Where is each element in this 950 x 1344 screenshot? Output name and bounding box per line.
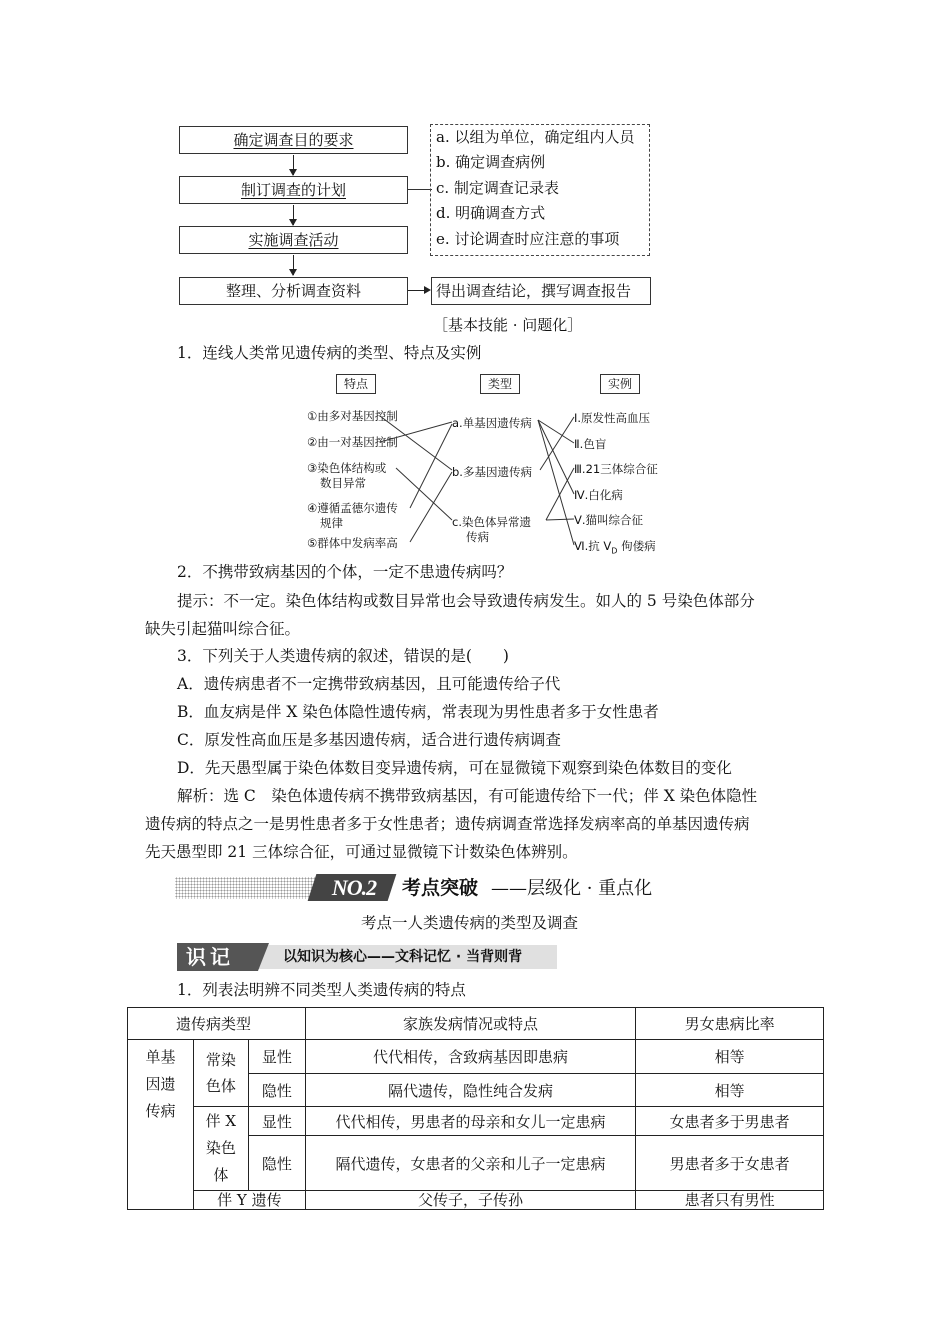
- example-6: Ⅵ.抗 $V_D$ 佝偻病: [574, 539, 656, 556]
- type-c-cont: 传病: [466, 530, 489, 544]
- match-line: [410, 472, 452, 542]
- mode-dominant: 显性: [248, 1107, 305, 1136]
- feature-cell: 代代相传，含致病基因即患病: [305, 1040, 635, 1074]
- mode-recessive: 隐性: [248, 1136, 305, 1191]
- flow-step-3: 实施调查活动: [179, 226, 408, 254]
- feature-3: ③染色体结构或: [307, 461, 387, 475]
- matching-lines: [0, 0, 950, 600]
- match-header-examples: 实例: [600, 374, 640, 394]
- flow-step-4: 整理、分析调查资料: [179, 277, 408, 305]
- banner-subtitle: ——层级化 · 重点化: [491, 878, 653, 899]
- feature-4: ④遵循孟德尔遗传: [307, 501, 398, 515]
- type-c: c.染色体异常遗: [452, 515, 531, 529]
- table-intro: 1．列表法明辨不同类型人类遗传病的特点: [177, 981, 466, 999]
- plan-item: b. 确定调查病例: [436, 153, 546, 172]
- header-type: 遗传病类型: [128, 1008, 306, 1040]
- question-2-hint: 提示：不一定。染色体结构或数目异常也会导致遗传病发生。如人的 5 号染色体部分: [177, 592, 755, 610]
- question-2-hint-cont: 缺失引起猫叫综合征。: [145, 620, 301, 638]
- plan-item: c. 制定调查记录表: [436, 178, 559, 197]
- plan-item: e. 讨论调查时应注意的事项: [436, 229, 620, 248]
- example-5: Ⅴ.猫叫综合征: [574, 513, 644, 527]
- feature-cell: 隔代遗传，隐性纯合发病: [305, 1074, 635, 1107]
- flow-step-2: 制订调查的计划: [179, 176, 408, 204]
- subgroup-autosomal: 常染 色体: [193, 1040, 248, 1107]
- memo-tag: 识记: [186, 945, 234, 969]
- header-ratio: 男女患病比率: [636, 1008, 824, 1040]
- example-3: Ⅲ.21三体综合征: [574, 462, 658, 476]
- question-2: 2．不携带致病基因的个体，一定不患遗传病吗？: [177, 563, 513, 581]
- example-1: Ⅰ.原发性高血压: [574, 411, 651, 425]
- ratio-cell: 患者只有男性: [636, 1191, 824, 1210]
- banner-title: 考点突破: [402, 877, 479, 899]
- analysis-line-2: 遗传病的特点之一是男性患者多于女性患者；遗传病调查常选择发病率高的单基因遗传病: [145, 815, 750, 833]
- flow-step-1: 确定调查目的要求: [179, 126, 408, 154]
- match-line: [546, 519, 574, 520]
- example-4: Ⅳ.白化病: [574, 488, 623, 502]
- feature-cell: 父传子，子传孙: [305, 1191, 635, 1210]
- type-b: b.多基因遗传病: [452, 465, 532, 479]
- type-a: a.单基因遗传病: [452, 416, 532, 430]
- ratio-cell: 相等: [636, 1040, 824, 1074]
- topic-heading: 考点一人类遗传病的类型及调查: [361, 914, 579, 932]
- plan-item: a. 以组为单位，确定组内人员: [436, 128, 635, 146]
- question-3: 3．下列关于人类遗传病的叙述，错误的是( ): [177, 647, 509, 665]
- option-d: D．先天愚型属于染色体数目变异遗传病，可在显微镜下观察到染色体数目的变化: [177, 759, 732, 777]
- header-feature: 家族发病情况或特点: [305, 1008, 635, 1040]
- match-line: [380, 422, 452, 442]
- section-label-basic: ［基本技能 · 问题化］: [433, 316, 583, 334]
- option-b: B．血友病是伴 X 染色体隐性遗传病，常表现为男性患者多于女性患者: [177, 703, 659, 721]
- memo-text: 以知识为核心——文科记忆 · 当背则背: [283, 949, 523, 965]
- feature-3-cont: 数目异常: [320, 476, 366, 490]
- mode-dominant: 显性: [248, 1040, 305, 1074]
- mode-recessive: 隐性: [248, 1074, 305, 1107]
- subgroup-x-linked: 伴 X 染色 体: [193, 1107, 248, 1191]
- match-line: [546, 468, 574, 520]
- example-2: Ⅱ.色盲: [574, 437, 607, 451]
- feature-2: ②由一对基因控制: [307, 435, 398, 449]
- feature-5: ⑤群体中发病率高: [307, 536, 398, 550]
- disease-table: [127, 1007, 824, 1210]
- match-line: [396, 468, 452, 520]
- match-header-types: 类型: [480, 374, 520, 394]
- plan-item: d. 明确调查方式: [436, 204, 546, 223]
- banner-tag-text: NO.2: [331, 875, 377, 900]
- ratio-cell: 男患者多于女患者: [636, 1136, 824, 1191]
- option-a: A．遗传病患者不一定携带致病基因，且可能遗传给子代: [177, 675, 561, 693]
- ratio-cell: 相等: [636, 1074, 824, 1107]
- banner-dotted-bar: [175, 877, 325, 899]
- ratio-cell: 女患者多于男患者: [636, 1107, 824, 1136]
- feature-cell: 代代相传，男患者的母亲和女儿一定患病: [305, 1107, 635, 1136]
- flow-result-box: 得出调查结论，撰写调查报告: [431, 277, 651, 305]
- feature-4-cont: 规律: [320, 516, 343, 530]
- question-1: 1．连线人类常见遗传病的类型、特点及实例: [177, 344, 482, 362]
- analysis-line-3: 先天愚型即 21 三体综合征，可通过显微镜下计数染色体辨别。: [145, 843, 578, 861]
- match-header-features: 特点: [336, 374, 376, 394]
- analysis-line-1: 解析：选 C 染色体遗传病不携带致病基因，有可能遗传给下一代；伴 X 染色体隐性: [177, 787, 758, 805]
- match-line: [410, 424, 452, 508]
- match-line: [380, 416, 452, 470]
- group-single-gene: 单基 因遗 传病: [128, 1040, 194, 1210]
- feature-cell: 隔代遗传，女患者的父亲和儿子一定患病: [305, 1136, 635, 1191]
- feature-1: ①由多对基因控制: [307, 409, 398, 423]
- option-c: C．原发性高血压是多基因遗传病，适合进行遗传病调查: [177, 731, 561, 749]
- subgroup-y-linked: 伴 Y 遗传: [193, 1191, 305, 1210]
